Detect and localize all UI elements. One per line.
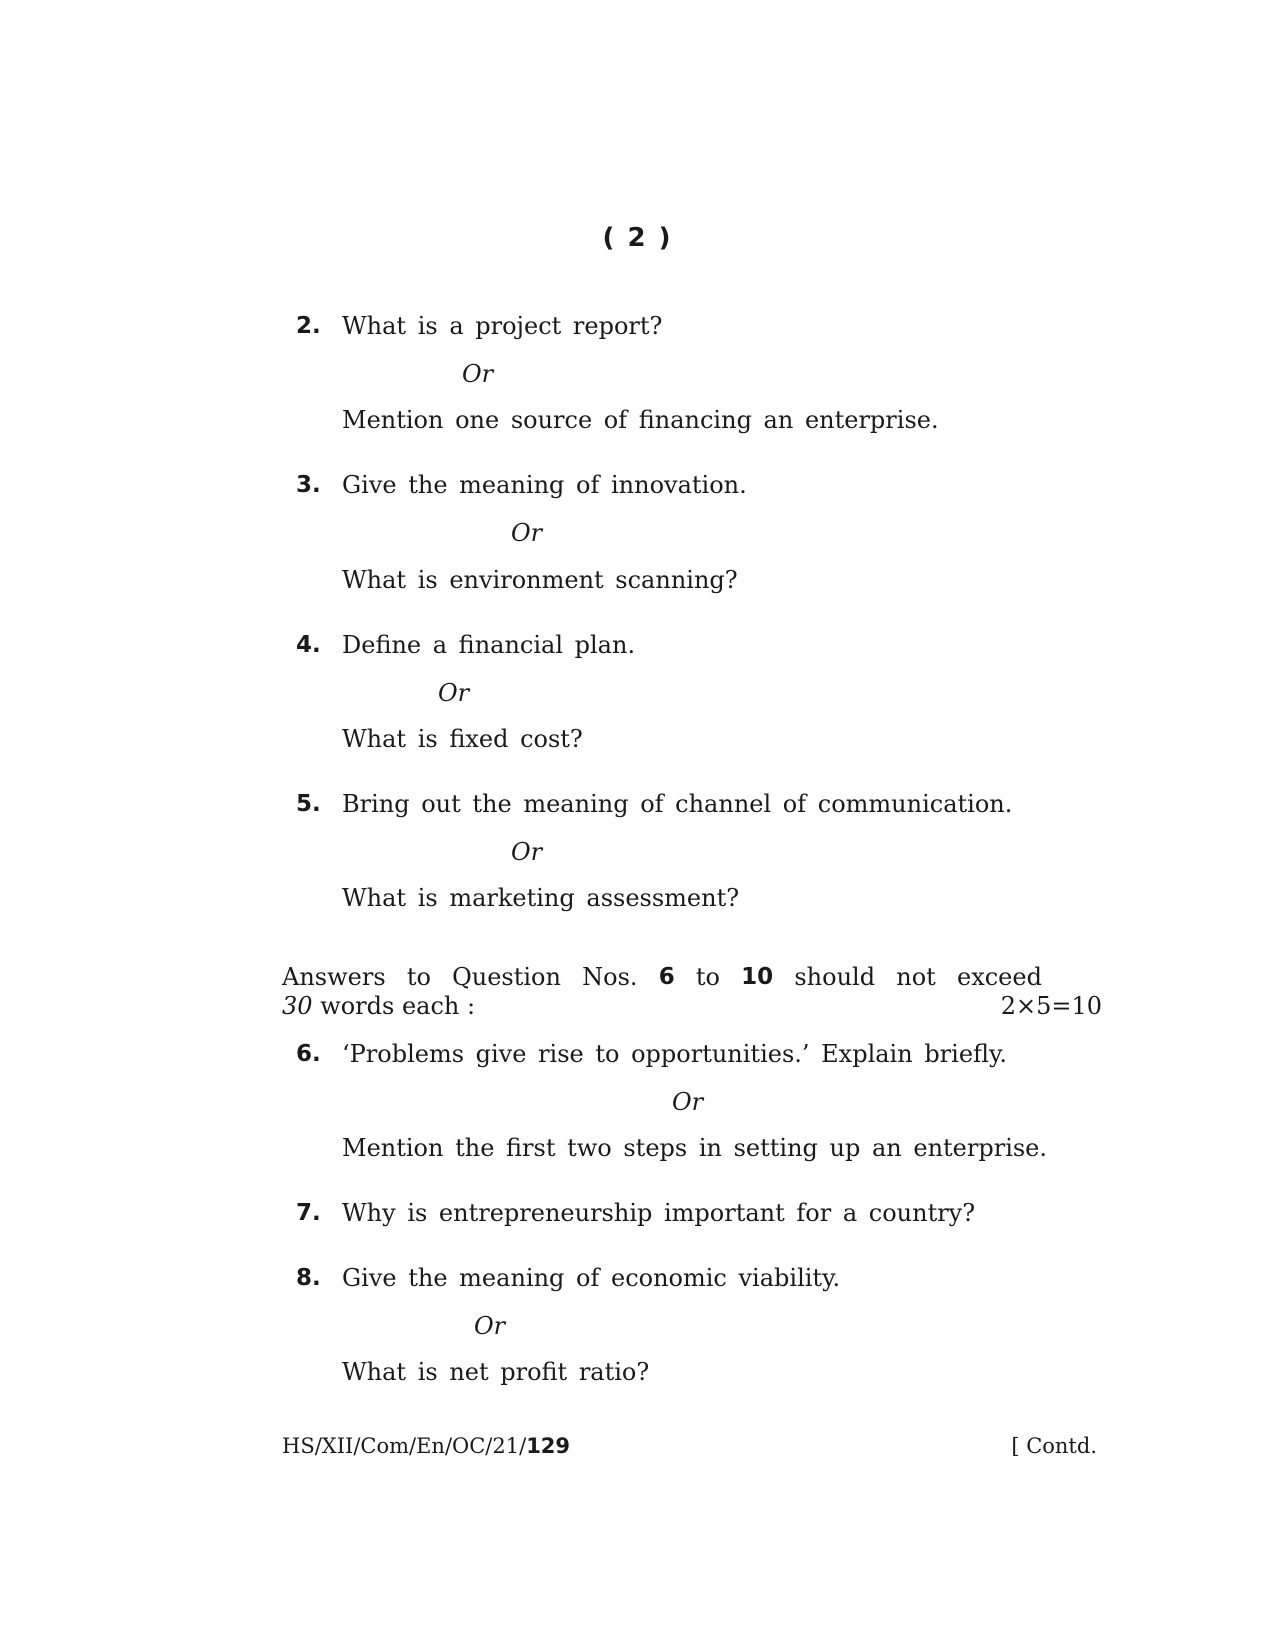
question-text: ‘Problems give rise to opportunities.’ Explain briefly. <box>342 1040 1008 1068</box>
question-number: 6. <box>296 1041 321 1067</box>
instruction-from-number: 6 <box>658 964 675 990</box>
question-number: 5. <box>296 791 321 817</box>
alternative-question: What is environment scanning? <box>342 566 738 594</box>
question-text: Define a financial plan. <box>342 631 636 659</box>
paper-code-prefix: HS/XII/Com/En/OC/21/ <box>282 1434 527 1458</box>
section-instruction <box>282 962 1042 992</box>
instruction-word: should <box>794 963 876 991</box>
question-number: 2. <box>296 313 321 339</box>
paper-code <box>282 1433 570 1459</box>
word-limit-text: words each : <box>320 992 476 1020</box>
section-instruction-line2 <box>282 991 1102 1021</box>
instruction-to-number: 10 <box>741 964 774 990</box>
question-text: Bring out the meaning of channel of communication. <box>342 790 1013 818</box>
instruction-word: to <box>695 963 720 991</box>
alternative-question: Mention one source of financing an enterprise. <box>342 406 939 434</box>
instruction-word: to <box>406 963 431 991</box>
or-separator: Or <box>474 1312 506 1340</box>
word-limit-number: 30 <box>282 992 313 1020</box>
question-text: Give the meaning of economic viability. <box>342 1264 841 1292</box>
instruction-word: not <box>896 963 936 991</box>
or-separator: Or <box>438 679 470 707</box>
paper-code-number: 129 <box>526 1434 571 1458</box>
instruction-word: Nos. <box>582 963 638 991</box>
alternative-question: What is net profit ratio? <box>342 1358 650 1386</box>
question-number: 8. <box>296 1265 321 1291</box>
question-text: What is a project report? <box>342 312 663 340</box>
question-text: Why is entrepreneurship important for a country? <box>342 1199 976 1227</box>
or-separator: Or <box>511 838 543 866</box>
question-number: 7. <box>296 1200 321 1226</box>
or-separator: Or <box>672 1088 704 1116</box>
instruction-word: Answers <box>282 963 386 991</box>
question-number: 4. <box>296 632 321 658</box>
question-text: Give the meaning of innovation. <box>342 471 747 499</box>
continued-label: [ Contd. <box>1011 1434 1097 1458</box>
or-separator: Or <box>462 360 494 388</box>
instruction-word: exceed <box>956 963 1042 991</box>
alternative-question: What is marketing assessment? <box>342 884 740 912</box>
page-number: ( 2 ) <box>602 223 673 253</box>
or-separator: Or <box>511 519 543 547</box>
instruction-word: Question <box>452 963 561 991</box>
word-limit <box>282 991 475 1021</box>
alternative-question: Mention the first two steps in setting up an enterprise. <box>342 1134 1048 1162</box>
question-number: 3. <box>296 472 321 498</box>
alternative-question: What is fixed cost? <box>342 725 583 753</box>
marks-allocation: 2×5=10 <box>1000 992 1102 1020</box>
